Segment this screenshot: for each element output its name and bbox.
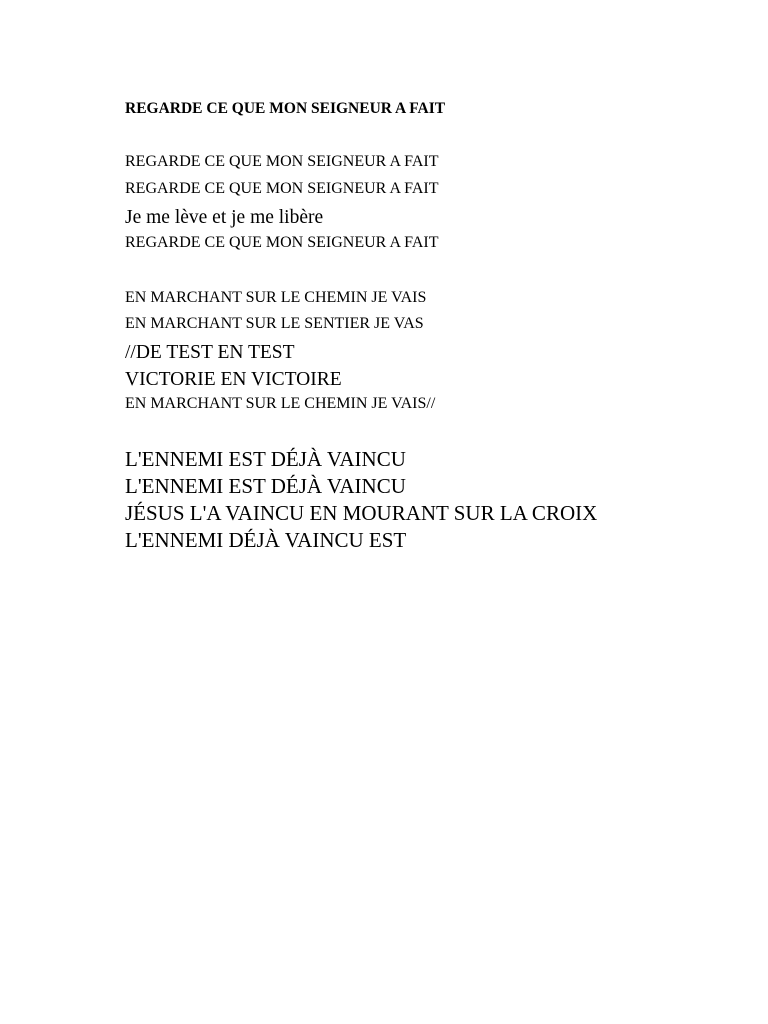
lyric-line: EN MARCHANT SUR LE CHEMIN JE VAIS	[125, 289, 427, 306]
lyric-line: REGARDE CE QUE MON SEIGNEUR A FAIT	[125, 153, 439, 170]
lyric-line: VICTORIE EN VICTOIRE	[125, 369, 342, 390]
lyric-line: REGARDE CE QUE MON SEIGNEUR A FAIT	[125, 180, 439, 197]
lyric-line: L'ENNEMI DÉJÀ VAINCU EST	[125, 528, 407, 552]
song-title: REGARDE CE QUE MON SEIGNEUR A FAIT	[125, 100, 446, 117]
lyric-line: //DE TEST EN TEST	[125, 342, 295, 363]
lyric-line: EN MARCHANT SUR LE SENTIER JE VAS	[125, 315, 424, 332]
lyric-line: L'ENNEMI EST DÉJÀ VAINCU	[125, 474, 406, 498]
lyric-line: Je me lève et je me libère	[125, 207, 324, 228]
lyric-line: EN MARCHANT SUR LE CHEMIN JE VAIS//	[125, 395, 436, 412]
lyric-line: REGARDE CE QUE MON SEIGNEUR A FAIT	[125, 234, 439, 251]
lyric-line: JÉSUS L'A VAINCU EN MOURANT SUR LA CROIX	[125, 501, 598, 525]
lyric-line: L'ENNEMI EST DÉJÀ VAINCU	[125, 447, 406, 471]
